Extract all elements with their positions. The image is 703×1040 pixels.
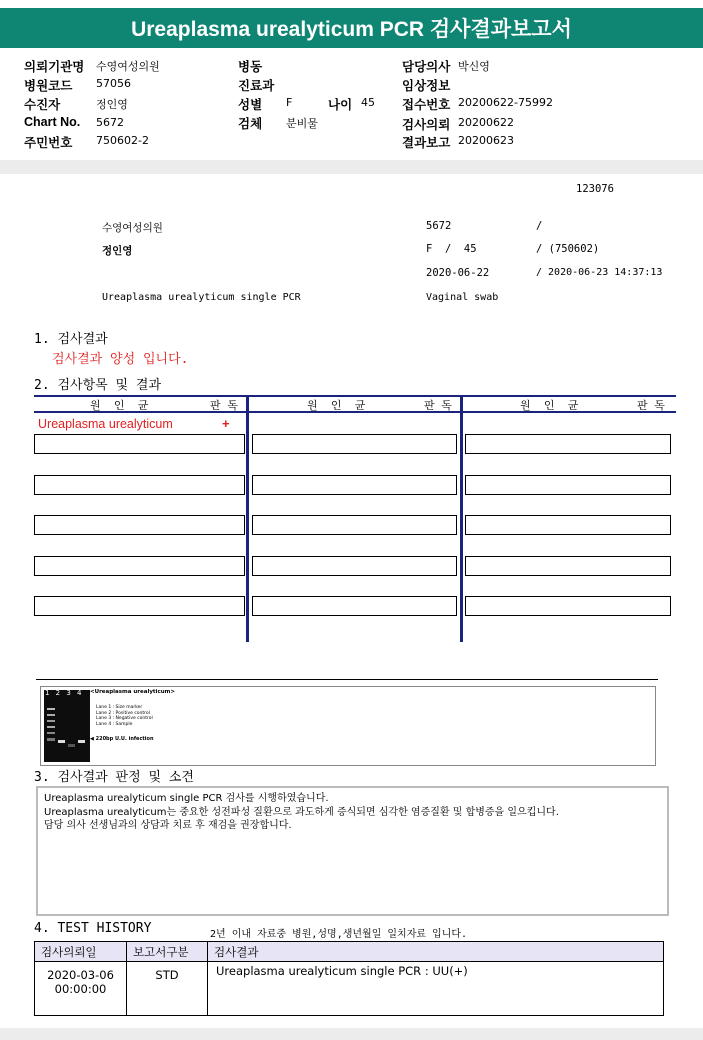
entry-box — [465, 515, 671, 535]
section1-title: 1. 검사결과 — [34, 332, 108, 347]
label-department: 진료과 — [238, 79, 275, 93]
section4-note: 2년 이내 자료중 병원,성명,생년월일 일치자료 입니다. — [210, 929, 468, 940]
table-row — [35, 962, 664, 1016]
history-col-result: 검사결과 — [208, 942, 664, 962]
header-panel — [0, 48, 703, 166]
label-clinical-info: 임상정보 — [402, 79, 451, 93]
entry-box — [252, 434, 457, 454]
opinion-box — [36, 786, 669, 916]
history-date-cell — [35, 962, 127, 1016]
column-divider-2 — [460, 395, 463, 642]
result-organism: Ureaplasma urealyticum — [38, 417, 173, 431]
label-age: 나이 — [328, 98, 353, 112]
col1-header-organism: 원 인 균 — [90, 399, 149, 412]
label-patient: 수진자 — [24, 98, 61, 112]
page-bottom-strip — [0, 1028, 703, 1040]
entry-box — [34, 515, 245, 535]
entry-box — [465, 596, 671, 616]
history-col-date: 검사의뢰일 — [35, 942, 127, 962]
history-result: Ureaplasma urealyticum single PCR : UU(+) — [208, 962, 664, 1016]
value-patient: 정인영 — [96, 98, 128, 111]
label-request-date: 검사의뢰 — [402, 118, 451, 132]
entry-box — [252, 515, 457, 535]
gel-lane-numbers: 1 2 3 4 — [45, 689, 84, 697]
label-specimen: 검체 — [238, 117, 263, 131]
label-report-date: 결과보고 — [402, 136, 451, 150]
label-receipt-no: 접수번호 — [402, 98, 451, 112]
section3-title: 3. 검사결과 판정 및 소견 — [34, 770, 194, 785]
summary-patient: 정인영 — [102, 245, 133, 257]
summary-slash: / — [536, 220, 543, 232]
gel-caption: <Ureaplasma urealyticum> — [90, 689, 175, 695]
summary-test-name: Ureaplasma urealyticum single PCR — [102, 292, 301, 303]
gel-legend-line: Lane 3 : Negative control — [96, 716, 153, 721]
summary-chart-no: 5672 — [426, 220, 452, 232]
gel-legend-line: Lane 2 : Positive control — [96, 710, 150, 716]
gel-legend — [96, 705, 153, 727]
value-specimen: 분비물 — [286, 117, 318, 130]
entry-box — [465, 475, 671, 495]
entry-box — [34, 475, 245, 495]
value-clinic: 수영여성의원 — [96, 60, 160, 73]
value-sex: F — [286, 96, 293, 109]
gel-legend-line: Lane 4 : Sample — [96, 721, 133, 727]
value-resident-no: 750602-2 — [96, 134, 149, 147]
history-header-row — [35, 942, 664, 962]
value-hospital-code: 57056 — [96, 77, 131, 90]
history-type: STD — [127, 962, 208, 1016]
entry-box — [252, 596, 457, 616]
entry-box — [252, 556, 457, 576]
report-title: Ureaplasma urealyticum PCR 검사결과보고서 — [0, 8, 703, 48]
opinion-line: 담당 의사 선생님과의 상담과 치료 후 재검을 권장합니다. — [44, 820, 292, 831]
label-hospital-code: 병원코드 — [24, 79, 73, 93]
col2-header-judge: 판 독 — [424, 399, 452, 412]
history-time: 00:00:00 — [54, 982, 107, 996]
label-resident-no: 주민번호 — [24, 136, 73, 150]
column-divider-1 — [246, 395, 249, 642]
summary-received: 2020-06-22 — [426, 267, 490, 279]
summary-reported: / 2020-06-23 14:37:13 — [536, 267, 663, 278]
section1-result: 검사결과 양성 입니다. — [52, 352, 189, 367]
result-judge: + — [222, 416, 230, 431]
label-doctor: 담당의사 — [402, 60, 451, 74]
summary-sex-age: F / 45 — [426, 243, 477, 255]
gel-band-label — [90, 736, 154, 742]
value-report-date: 20200623 — [458, 134, 514, 147]
gel-top-rule — [36, 679, 658, 680]
entry-box — [34, 556, 245, 576]
arrow-left-icon: ◀ — [90, 736, 94, 742]
header-divider — [0, 160, 703, 174]
section2-title: 2. 검사항목 및 결과 — [34, 378, 162, 393]
gel-band-text: 220bp U.U. infection — [95, 736, 154, 742]
summary-clinic: 수영여성의원 — [102, 222, 163, 234]
label-clinic: 의뢰기관명 — [24, 60, 85, 74]
entry-box — [252, 475, 457, 495]
entry-box — [465, 434, 671, 454]
col1-header-judge: 판 독 — [210, 399, 238, 412]
gel-electrophoresis-image — [44, 690, 90, 762]
value-chart-no: 5672 — [96, 116, 124, 129]
summary-specimen: Vaginal swab — [426, 292, 499, 303]
label-ward: 병동 — [238, 60, 263, 74]
label-sex: 성별 — [238, 98, 263, 112]
col2-header-organism: 원 인 균 — [307, 399, 366, 412]
value-doctor: 박신영 — [458, 60, 490, 73]
report-code: 123076 — [576, 183, 614, 195]
summary-birth: / (750602) — [536, 243, 600, 255]
section4-title: 4. TEST HISTORY — [34, 921, 152, 936]
gel-legend-line: Lane 1 : Size marker — [96, 705, 143, 710]
col3-header-judge: 판 독 — [637, 399, 665, 412]
opinion-line: Ureaplasma urealyticum single PCR 검사를 시행하였습니다. — [44, 793, 329, 804]
value-receipt-no: 20200622-75992 — [458, 96, 553, 109]
col3-header-organism: 원 인 균 — [520, 399, 579, 412]
entry-box — [34, 434, 245, 454]
history-table — [34, 941, 664, 1016]
value-request-date: 20200622 — [458, 116, 514, 129]
entry-box — [34, 596, 245, 616]
value-age: 45 — [361, 96, 375, 109]
opinion-line: Ureaplasma urealyticum는 중요한 성전파성 질환으로 과도하게 증식되면 심각한 염증질환 및 합병증을 일으킵니다. — [44, 806, 559, 818]
label-chart-no: Chart No. — [24, 115, 81, 129]
history-date: 2020-03-06 — [47, 968, 114, 982]
entry-box — [465, 556, 671, 576]
history-col-type: 보고서구분 — [127, 942, 208, 962]
